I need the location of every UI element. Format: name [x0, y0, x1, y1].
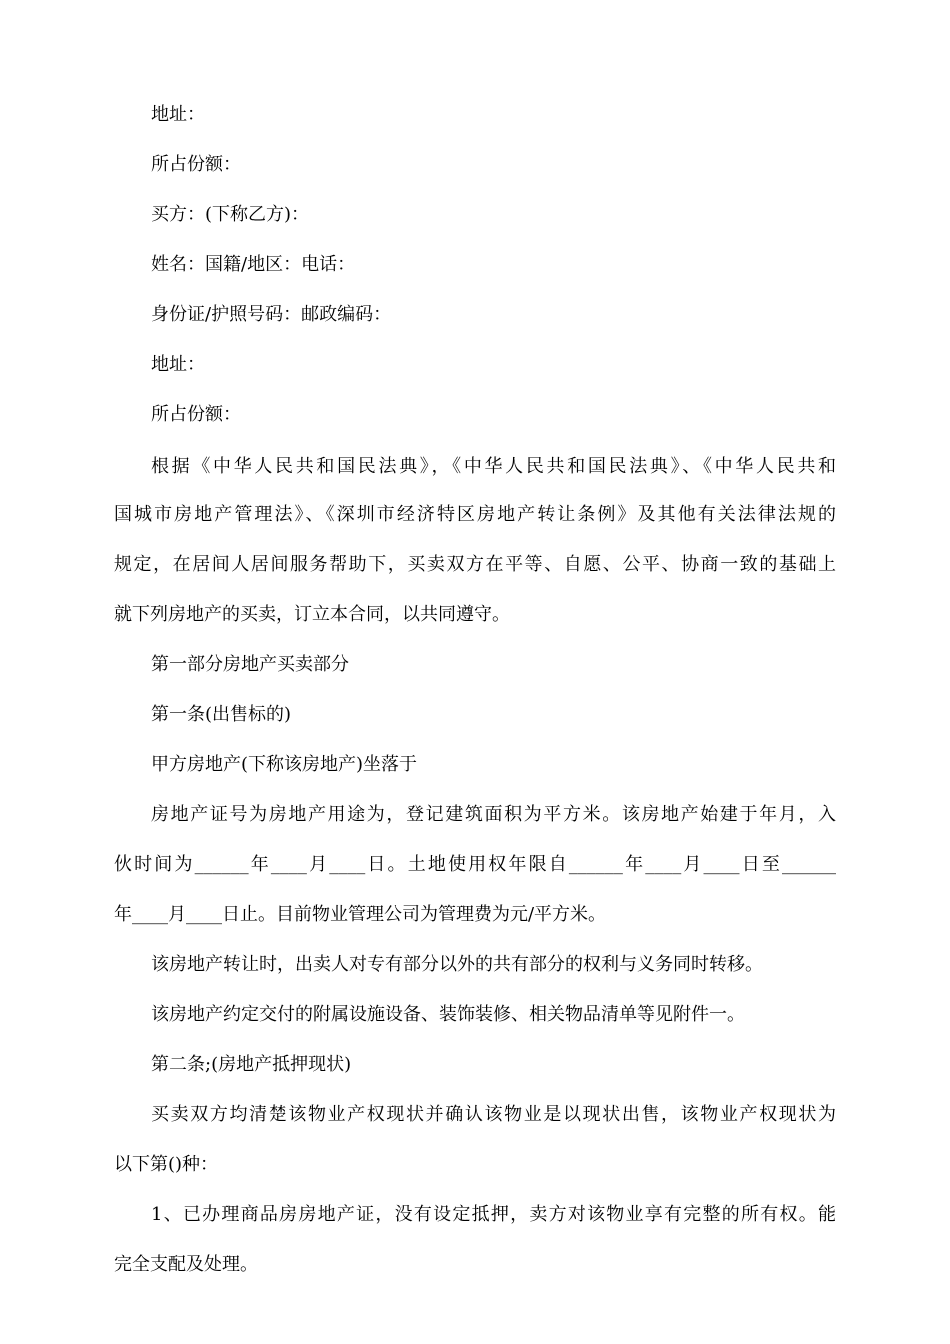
- common-rights-line: 该房地产转让时，出卖人对专有部分以外的共有部分的权利与义务同时转移。: [151, 954, 763, 975]
- mortgage-status-line-1: 买卖双方均清楚该物业产权现状并确认该物业是以现状出售，该物业产权现状为: [151, 1104, 836, 1125]
- preamble-paragraph-line-4: 就下列房地产的买卖，订立本合同，以共同遵守。: [114, 604, 510, 625]
- article-two-heading: 第二条;(房地产抵押现状): [151, 1054, 352, 1075]
- buyer-name-line: 姓名：国籍/地区：电话：: [151, 254, 356, 275]
- seller-share-line: 所占份额：: [151, 154, 241, 175]
- property-details-line-3: 年____月____日止。目前物业管理公司为管理费为元/平方米。: [114, 904, 607, 925]
- preamble-paragraph-line-1: 根据《中华人民共和国民法典》，《中华人民共和国民法典》、《中华人民共和: [151, 456, 836, 477]
- buyer-share-line: 所占份额：: [151, 404, 241, 425]
- mortgage-status-line-2: 以下第()种：: [114, 1154, 219, 1175]
- property-location-line: 甲方房地产(下称该房地产)坐落于: [151, 754, 418, 775]
- buyer-heading-line: 买方：(下称乙方)：: [151, 204, 310, 225]
- seller-address-line: 地址：: [151, 104, 205, 125]
- buyer-id-line: 身份证/护照号码：邮政编码：: [151, 304, 392, 325]
- property-details-line-2: 伙时间为______年____月____日。土地使用权年限自______年____月____日至______: [114, 854, 836, 875]
- property-details-line-1: 房地产证号为房地产用途为，登记建筑面积为平方米。该房地产始建于年月，入: [151, 804, 836, 825]
- preamble-paragraph-line-2: 国城市房地产管理法》、《深圳市经济特区房地产转让条例》及其他有关法律法规的: [114, 504, 836, 525]
- option-one-line-2: 完全支配及处理。: [114, 1254, 258, 1275]
- attachment-line: 该房地产约定交付的附属设施设备、装饰装修、相关物品清单等见附件一。: [151, 1004, 745, 1025]
- article-one-heading: 第一条(出售标的): [151, 704, 292, 725]
- buyer-address-line: 地址：: [151, 354, 205, 375]
- part-one-heading: 第一部分房地产买卖部分: [151, 654, 349, 675]
- preamble-paragraph-line-3: 规定，在居间人居间服务帮助下，买卖双方在平等、自愿、公平、协商一致的基础上: [114, 554, 836, 575]
- option-one-line-1: 1、已办理商品房房地产证，没有设定抵押，卖方对该物业享有完整的所有权。能: [151, 1204, 836, 1225]
